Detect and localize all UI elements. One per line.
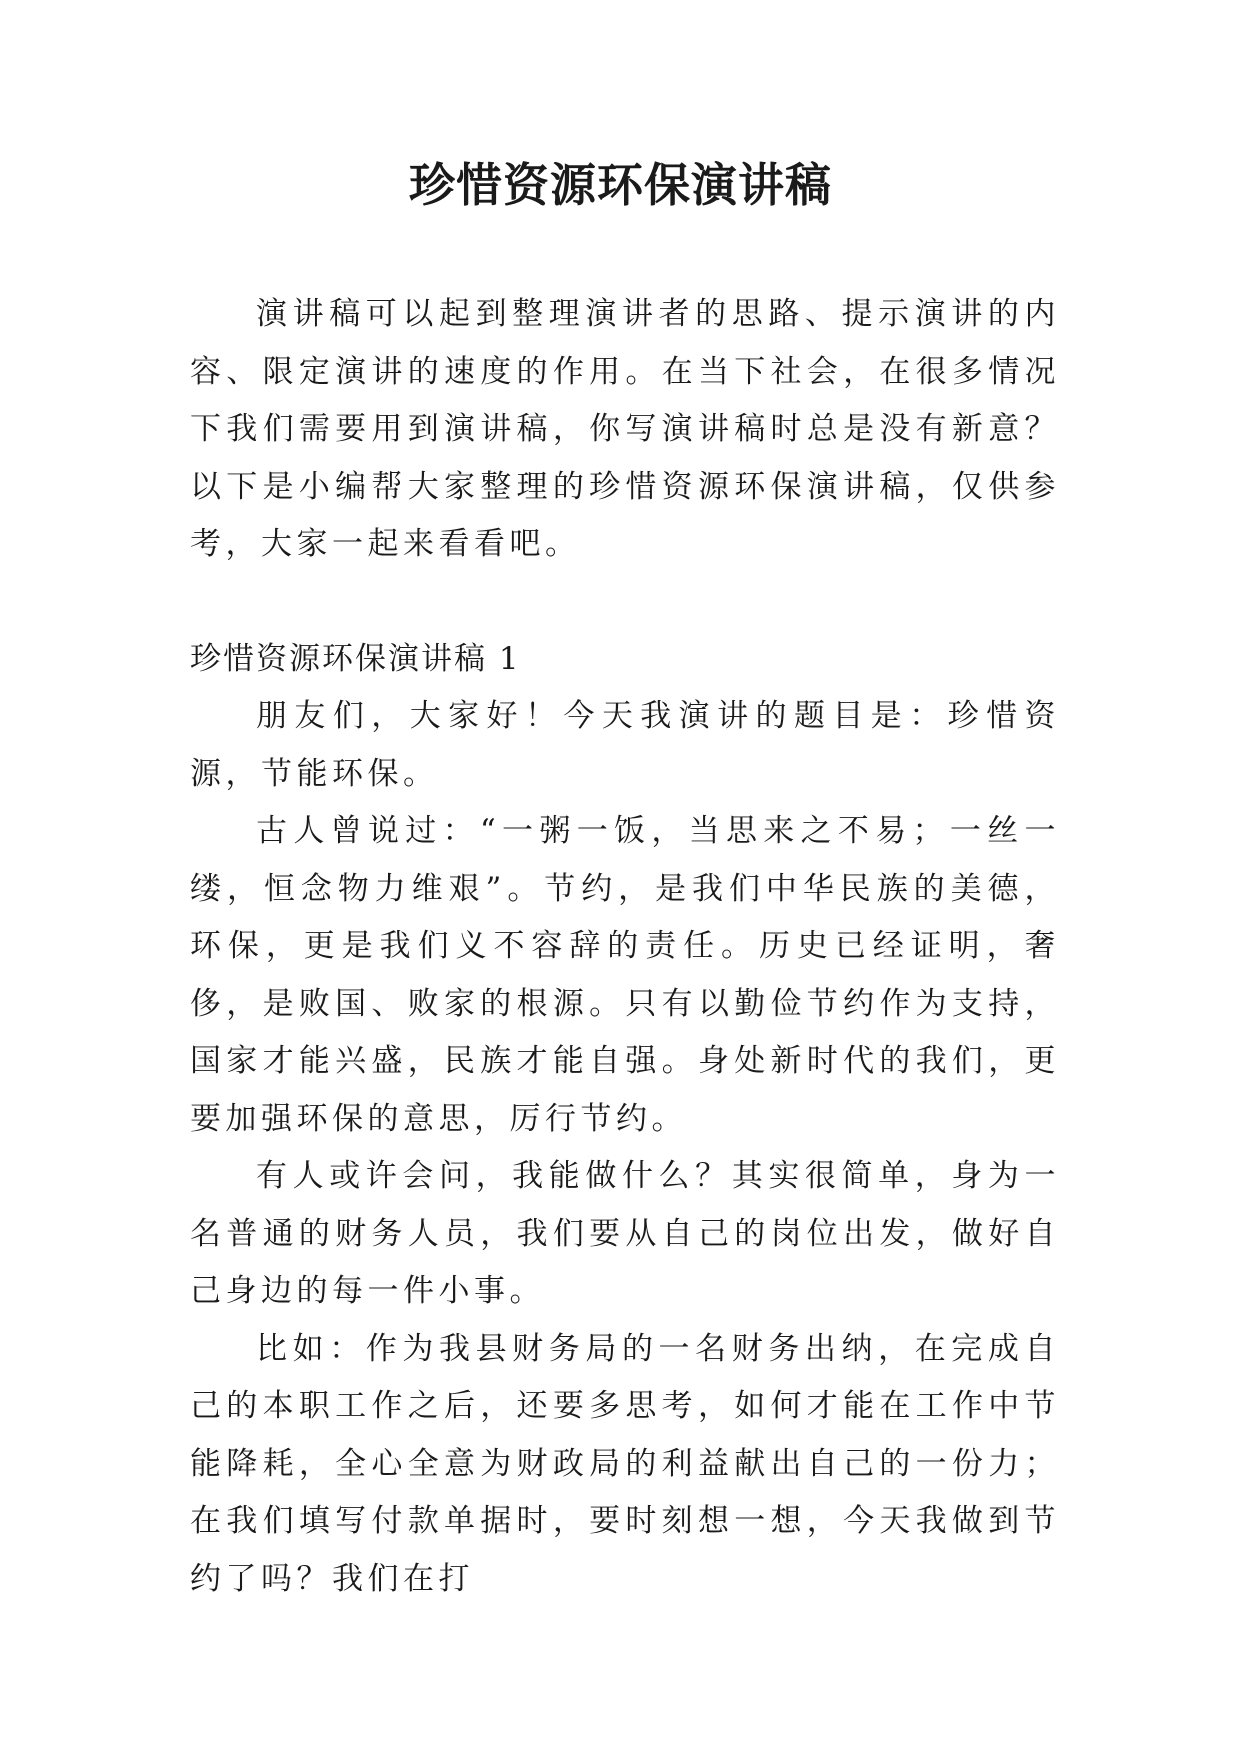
- paragraph-spacer: [190, 574, 1060, 631]
- body-paragraph-4: 比如：作为我县财务局的一名财务出纳，在完成自己的本职工作之后，还要多思考，如何才能在工作中节能降耗，全心全意为财政局的利益献出自己的一份力；在我们填写付款单据时，要时刻想一想，今天我做到节约了吗？我们在打: [190, 1330, 1060, 1597]
- intro-paragraph: 演讲稿可以起到整理演讲者的思路、提示演讲的内容、限定演讲的速度的作用。在当下社会，在很多情况下我们需要用到演讲稿，你写演讲稿时总是没有新意？以下是小编帮大家整理的珍惜资源环保演讲稿，仅供参考，大家一起来看看吧。: [190, 296, 1060, 562]
- section-heading: 珍惜资源环保演讲稿 1: [190, 640, 521, 677]
- body-paragraph-1: 朋友们，大家好！今天我演讲的题目是：珍惜资源，节能环保。: [190, 698, 1060, 792]
- body-paragraph-2: 古人曾说过：“一粥一饭，当思来之不易；一丝一缕，恒念物力维艰”。节约，是我们中华民族的美德，环保，更是我们义不容辞的责任。历史已经证明，奢侈，是败国、败家的根源。只有以勤俭节约作为支持，国家才能兴盛，民族才能自强。身处新时代的我们，更要加强环保的意思，厉行节约。: [190, 813, 1060, 1137]
- body-paragraph-3: 有人或许会问，我能做什么？其实很简单，身为一名普通的财务人员，我们要从自己的岗位出发，做好自己身边的每一件小事。: [190, 1158, 1060, 1309]
- document-body: [190, 286, 1060, 1608]
- document-title: 珍惜资源环保演讲稿: [409, 158, 832, 212]
